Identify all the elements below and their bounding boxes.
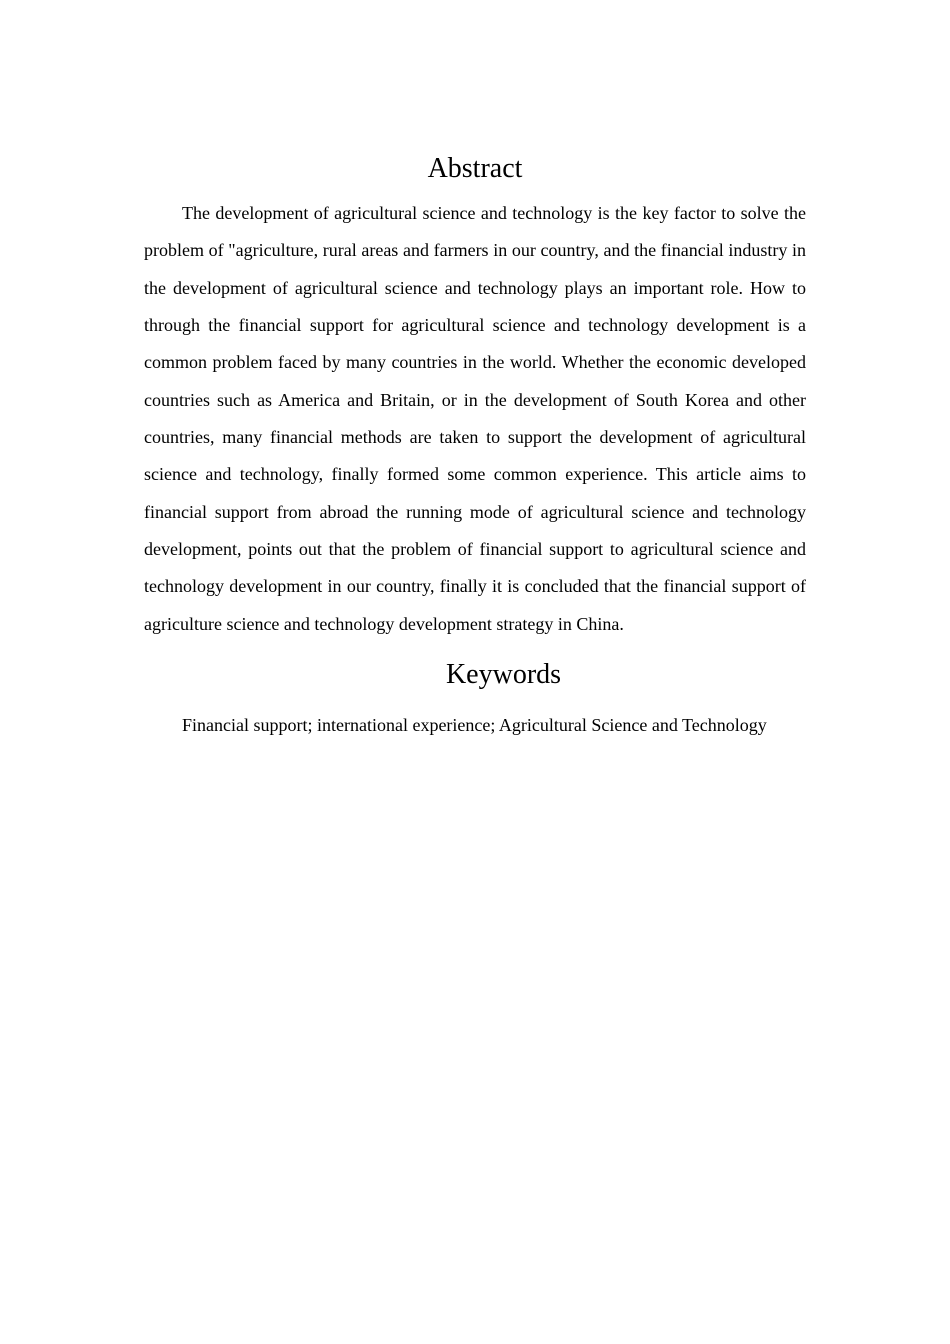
abstract-paragraph: The development of agricultural science and technology is the key factor to solve the problem of "agriculture, rural areas and farmers in our country, and the financial industry in the development of agricultural science and technology plays an important role. How to through the financial support for agricultural science and technology development is a common problem faced by many countries in the world. Whether the economic developed countries such as America and Britain, or in the development of South Korea and other countries, many financial methods are taken to support the development of agricultural science and technology, finally formed some common experience. This article aims to financial support from abroad the running mode of agricultural science and technology development, points out that the problem of financial support to agricultural science and technology development in our country, finally it is concluded that the financial support of agriculture science and technology development strategy in China.	[144, 203, 806, 634]
abstract-heading: Abstract	[427, 153, 523, 184]
keywords-text: Financial support; international experience; Agricultural Science and Technology	[182, 715, 767, 736]
document-page	[144, 150, 806, 740]
keywords-heading: Keywords	[445, 659, 562, 691]
